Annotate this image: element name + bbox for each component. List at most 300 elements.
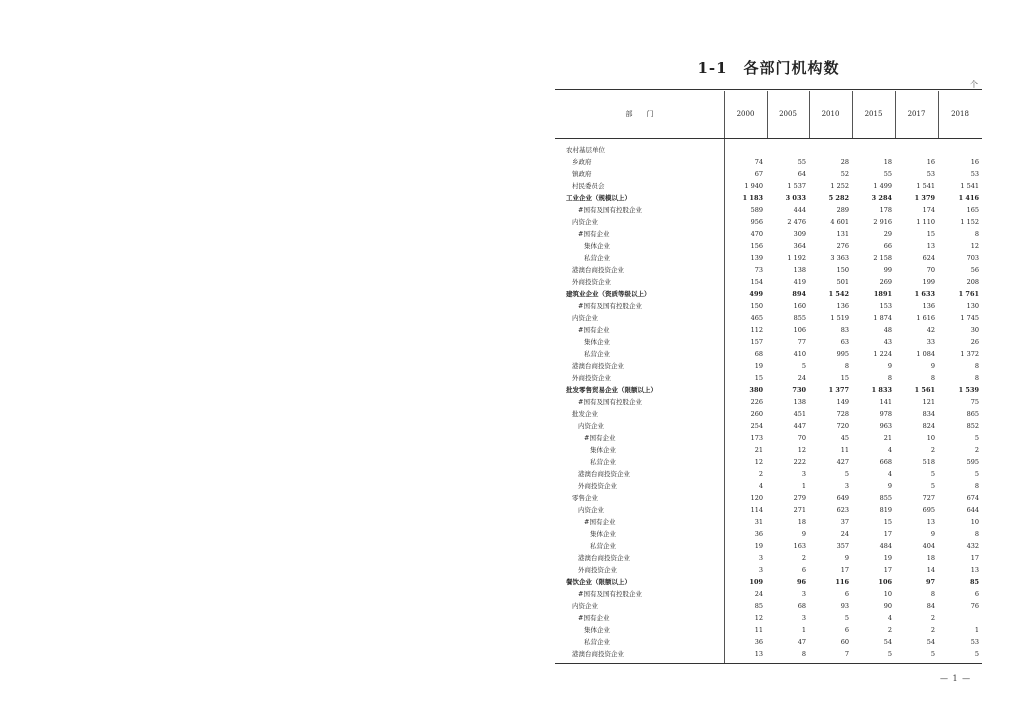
row-label: 港澳台商投资企业 bbox=[572, 266, 624, 274]
row-value: 2 158 bbox=[873, 254, 892, 262]
row-value: 74 bbox=[754, 158, 763, 166]
row-value: 154 bbox=[750, 278, 763, 286]
row-value: 10 bbox=[926, 434, 935, 442]
row-value: 85 bbox=[969, 578, 979, 586]
row-value: 11 bbox=[754, 626, 763, 634]
row-value: 9 bbox=[887, 482, 892, 490]
row-value: 1 152 bbox=[960, 218, 979, 226]
row-value: 1 940 bbox=[744, 182, 763, 190]
row-label: 镇政府 bbox=[572, 170, 592, 178]
header-year: 2015 bbox=[864, 110, 883, 118]
row-value: 9 bbox=[930, 530, 935, 538]
row-label: 私营企业 bbox=[584, 638, 610, 646]
row-value: 26 bbox=[970, 338, 979, 346]
row-label: 港澳台商投资企业 bbox=[572, 362, 624, 370]
row-value: 2 476 bbox=[787, 218, 806, 226]
table-row bbox=[555, 168, 982, 180]
row-value: 309 bbox=[793, 230, 806, 238]
row-value: 1 874 bbox=[873, 314, 892, 322]
table-title: 1-1 各部门机构数 bbox=[697, 59, 840, 77]
row-label: 批发零售贸易企业（限额以上） bbox=[566, 386, 657, 394]
row-value: 10 bbox=[883, 590, 892, 598]
row-value: 269 bbox=[879, 278, 892, 286]
row-value: 68 bbox=[754, 350, 763, 358]
row-value: 76 bbox=[970, 602, 979, 610]
row-value: 112 bbox=[750, 326, 763, 334]
row-value: 1 183 bbox=[742, 194, 763, 202]
row-value: 623 bbox=[836, 506, 849, 514]
row-value: 13 bbox=[926, 242, 935, 250]
row-label: 私营企业 bbox=[584, 254, 610, 262]
row-value: 1 192 bbox=[787, 254, 806, 262]
row-value: 84 bbox=[926, 602, 935, 610]
row-value: 141 bbox=[879, 398, 892, 406]
table-row bbox=[555, 156, 982, 168]
row-value: 66 bbox=[883, 242, 892, 250]
row-value: 254 bbox=[750, 422, 763, 430]
row-value: 8 bbox=[844, 362, 849, 370]
table-row bbox=[555, 216, 982, 228]
row-label: 港澳台商投资企业 bbox=[578, 470, 630, 478]
row-value: 173 bbox=[750, 434, 763, 442]
row-value: 17 bbox=[970, 554, 979, 562]
row-value: 226 bbox=[750, 398, 763, 406]
row-value: 855 bbox=[879, 494, 892, 502]
row-label: 港澳台商投资企业 bbox=[572, 650, 624, 658]
table-row bbox=[555, 228, 982, 240]
row-value: 70 bbox=[797, 434, 806, 442]
row-value: 2 bbox=[930, 626, 935, 634]
row-value: 5 bbox=[844, 470, 849, 478]
row-value: 1 416 bbox=[958, 194, 979, 202]
row-value: 260 bbox=[750, 410, 763, 418]
row-value: 852 bbox=[966, 422, 979, 430]
row-label: 集体企业 bbox=[584, 338, 610, 346]
row-value: 1 bbox=[801, 626, 806, 634]
row-value: 364 bbox=[793, 242, 806, 250]
row-value: 178 bbox=[879, 206, 892, 214]
row-value: 8 bbox=[930, 374, 935, 382]
bottom-rule bbox=[555, 663, 982, 664]
row-label: 外商投资企业 bbox=[578, 482, 617, 490]
row-value: 90 bbox=[883, 602, 892, 610]
table-row bbox=[555, 324, 982, 336]
row-value: 97 bbox=[925, 578, 935, 586]
row-value: 447 bbox=[793, 422, 806, 430]
row-value: 1 377 bbox=[828, 386, 849, 394]
row-value: 18 bbox=[797, 518, 806, 526]
row-value: 19 bbox=[754, 362, 763, 370]
table-row bbox=[555, 528, 982, 540]
row-value: 93 bbox=[840, 602, 849, 610]
table-row bbox=[555, 144, 982, 156]
row-value: 121 bbox=[922, 398, 935, 406]
row-value: 727 bbox=[922, 494, 935, 502]
table-row bbox=[555, 180, 982, 192]
row-value: 518 bbox=[922, 458, 935, 466]
row-label: 内资企业 bbox=[572, 218, 598, 226]
row-value: 1 616 bbox=[916, 314, 935, 322]
row-value: 63 bbox=[840, 338, 849, 346]
row-value: 37 bbox=[840, 518, 849, 526]
table-row bbox=[555, 468, 982, 480]
table-body bbox=[555, 139, 982, 663]
header-year: 2010 bbox=[821, 110, 840, 118]
row-value: 956 bbox=[750, 218, 763, 226]
row-value: 68 bbox=[797, 602, 806, 610]
row-value: 9 bbox=[844, 554, 849, 562]
row-value: 1 542 bbox=[828, 290, 849, 298]
row-value: 6 bbox=[844, 590, 849, 598]
row-value: 8 bbox=[974, 230, 979, 238]
unit-label: 个 bbox=[970, 80, 978, 89]
row-value: 2 bbox=[801, 554, 806, 562]
table-row bbox=[555, 624, 982, 636]
row-label: 私营企业 bbox=[584, 350, 610, 358]
row-value: 4 601 bbox=[830, 218, 849, 226]
row-value: 96 bbox=[796, 578, 806, 586]
row-value: 106 bbox=[878, 578, 892, 586]
table-row bbox=[555, 648, 982, 660]
row-value: 116 bbox=[835, 578, 849, 586]
row-value: 120 bbox=[750, 494, 763, 502]
table-row bbox=[555, 456, 982, 468]
row-value: 13 bbox=[754, 650, 763, 658]
row-value: 7 bbox=[844, 650, 849, 658]
row-value: 12 bbox=[754, 614, 763, 622]
row-label: 零售企业 bbox=[572, 494, 598, 502]
row-label: 外商投资企业 bbox=[578, 566, 617, 574]
row-value: 30 bbox=[970, 326, 979, 334]
row-value: 16 bbox=[970, 158, 979, 166]
row-value: 53 bbox=[970, 638, 979, 646]
row-value: 2 bbox=[974, 446, 979, 454]
row-value: 47 bbox=[797, 638, 806, 646]
row-value: 130 bbox=[966, 302, 979, 310]
row-value: 17 bbox=[883, 566, 892, 574]
row-value: 6 bbox=[844, 626, 849, 634]
row-value: 2 916 bbox=[873, 218, 892, 226]
row-label: 港澳台商投资企业 bbox=[578, 554, 630, 562]
row-value: 730 bbox=[792, 386, 806, 394]
row-value: 674 bbox=[966, 494, 979, 502]
row-label: 工业企业（规模以上） bbox=[566, 194, 631, 202]
row-value: 56 bbox=[970, 266, 979, 274]
row-value: 83 bbox=[840, 326, 849, 334]
table-row bbox=[555, 348, 982, 360]
row-value: 19 bbox=[754, 542, 763, 550]
row-value: 31 bbox=[754, 518, 763, 526]
row-label: 乡政府 bbox=[572, 158, 592, 166]
row-value: 380 bbox=[749, 386, 763, 394]
row-value: 9 bbox=[801, 530, 806, 538]
table-row bbox=[555, 312, 982, 324]
row-value: 499 bbox=[749, 290, 763, 298]
row-value: 15 bbox=[926, 230, 935, 238]
row-value: 24 bbox=[840, 530, 849, 538]
header-year: 2000 bbox=[736, 110, 755, 118]
row-value: 419 bbox=[793, 278, 806, 286]
row-value: 33 bbox=[926, 338, 935, 346]
row-value: 819 bbox=[879, 506, 892, 514]
row-value: 208 bbox=[966, 278, 979, 286]
row-value: 703 bbox=[966, 254, 979, 262]
row-value: 54 bbox=[926, 638, 935, 646]
row-label: #国有企业 bbox=[578, 326, 610, 334]
row-value: 271 bbox=[793, 506, 806, 514]
table-row bbox=[555, 252, 982, 264]
page-number: — 1 — bbox=[940, 674, 972, 683]
row-value: 85 bbox=[754, 602, 763, 610]
row-value: 157 bbox=[750, 338, 763, 346]
row-value: 150 bbox=[750, 302, 763, 310]
table-row bbox=[555, 240, 982, 252]
row-value: 55 bbox=[883, 170, 892, 178]
table-row bbox=[555, 540, 982, 552]
table-row bbox=[555, 600, 982, 612]
row-value: 28 bbox=[840, 158, 849, 166]
row-value: 695 bbox=[922, 506, 935, 514]
row-label: 私营企业 bbox=[590, 458, 616, 466]
row-value: 470 bbox=[750, 230, 763, 238]
row-value: 139 bbox=[750, 254, 763, 262]
row-value: 9 bbox=[930, 362, 935, 370]
row-value: 1 bbox=[801, 482, 806, 490]
row-value: 1891 bbox=[873, 290, 892, 298]
row-value: 6 bbox=[801, 566, 806, 574]
table-row bbox=[555, 432, 982, 444]
row-value: 1 499 bbox=[873, 182, 892, 190]
row-value: 357 bbox=[836, 542, 849, 550]
row-value: 8 bbox=[974, 362, 979, 370]
row-value: 5 bbox=[974, 434, 979, 442]
row-value: 427 bbox=[836, 458, 849, 466]
row-value: 1 541 bbox=[916, 182, 935, 190]
row-value: 99 bbox=[883, 266, 892, 274]
row-value: 1 084 bbox=[916, 350, 935, 358]
row-value: 136 bbox=[836, 302, 849, 310]
row-value: 10 bbox=[970, 518, 979, 526]
row-value: 1 379 bbox=[914, 194, 935, 202]
row-value: 165 bbox=[966, 206, 979, 214]
table-row bbox=[555, 492, 982, 504]
row-value: 4 bbox=[887, 614, 892, 622]
row-value: 73 bbox=[754, 266, 763, 274]
row-value: 5 bbox=[930, 650, 935, 658]
row-label: 内资企业 bbox=[572, 602, 598, 610]
row-value: 13 bbox=[926, 518, 935, 526]
row-label: #国有及国有控股企业 bbox=[578, 206, 642, 214]
row-value: 3 bbox=[758, 554, 763, 562]
row-value: 1 761 bbox=[958, 290, 979, 298]
row-label: 内资企业 bbox=[578, 506, 604, 514]
row-value: 17 bbox=[883, 530, 892, 538]
row-value: 18 bbox=[926, 554, 935, 562]
row-value: 1 110 bbox=[916, 218, 935, 226]
row-value: 3 bbox=[844, 482, 849, 490]
row-value: 5 bbox=[930, 470, 935, 478]
row-value: 595 bbox=[966, 458, 979, 466]
row-label: 集体企业 bbox=[584, 626, 610, 634]
row-value: 5 bbox=[974, 650, 979, 658]
row-value: 649 bbox=[836, 494, 849, 502]
row-value: 1 833 bbox=[871, 386, 892, 394]
row-value: 3 bbox=[801, 470, 806, 478]
table-row bbox=[555, 300, 982, 312]
row-value: 484 bbox=[879, 542, 892, 550]
row-value: 624 bbox=[922, 254, 935, 262]
row-value: 222 bbox=[793, 458, 806, 466]
row-value: 36 bbox=[754, 638, 763, 646]
row-value: 465 bbox=[750, 314, 763, 322]
row-value: 4 bbox=[887, 470, 892, 478]
row-value: 21 bbox=[754, 446, 763, 454]
row-value: 2 bbox=[930, 446, 935, 454]
row-value: 163 bbox=[793, 542, 806, 550]
row-value: 1 561 bbox=[914, 386, 935, 394]
row-value: 404 bbox=[922, 542, 935, 550]
row-label: #国有及国有控股企业 bbox=[578, 302, 642, 310]
row-value: 45 bbox=[840, 434, 849, 442]
row-value: 8 bbox=[974, 374, 979, 382]
row-value: 13 bbox=[970, 566, 979, 574]
row-label: 私营企业 bbox=[590, 542, 616, 550]
table-row bbox=[555, 360, 982, 372]
row-label: 外商投资企业 bbox=[572, 278, 611, 286]
row-value: 644 bbox=[966, 506, 979, 514]
row-value: 1 372 bbox=[960, 350, 979, 358]
row-value: 4 bbox=[758, 482, 763, 490]
row-value: 6 bbox=[974, 590, 979, 598]
row-value: 1 633 bbox=[914, 290, 935, 298]
row-value: 4 bbox=[887, 446, 892, 454]
row-label: 外商投资企业 bbox=[572, 374, 611, 382]
row-value: 138 bbox=[793, 398, 806, 406]
table-row bbox=[555, 408, 982, 420]
row-value: 668 bbox=[879, 458, 892, 466]
row-label: #国有企业 bbox=[578, 614, 610, 622]
table-row bbox=[555, 480, 982, 492]
row-value: 153 bbox=[879, 302, 892, 310]
row-value: 42 bbox=[926, 326, 935, 334]
row-value: 978 bbox=[879, 410, 892, 418]
row-value: 48 bbox=[883, 326, 892, 334]
row-value: 3 363 bbox=[830, 254, 849, 262]
row-value: 1 541 bbox=[960, 182, 979, 190]
row-value: 12 bbox=[970, 242, 979, 250]
row-value: 160 bbox=[793, 302, 806, 310]
row-value: 589 bbox=[750, 206, 763, 214]
row-value: 3 bbox=[801, 614, 806, 622]
row-value: 149 bbox=[836, 398, 849, 406]
row-value: 106 bbox=[793, 326, 806, 334]
table-row bbox=[555, 612, 982, 624]
row-value: 501 bbox=[836, 278, 849, 286]
row-label: 内资企业 bbox=[572, 314, 598, 322]
table-row bbox=[555, 384, 982, 396]
row-value: 77 bbox=[797, 338, 806, 346]
row-value: 5 bbox=[844, 614, 849, 622]
row-value: 12 bbox=[797, 446, 806, 454]
row-value: 5 bbox=[801, 362, 806, 370]
row-value: 2 bbox=[930, 614, 935, 622]
row-value: 43 bbox=[883, 338, 892, 346]
row-value: 995 bbox=[836, 350, 849, 358]
header-year: 2018 bbox=[951, 110, 969, 118]
row-label: 餐饮企业（限额以上） bbox=[566, 578, 631, 586]
row-value: 17 bbox=[840, 566, 849, 574]
table-row bbox=[555, 288, 982, 300]
row-value: 9 bbox=[887, 362, 892, 370]
row-value: 138 bbox=[793, 266, 806, 274]
top-rule bbox=[555, 89, 982, 90]
row-value: 75 bbox=[970, 398, 979, 406]
row-value: 5 282 bbox=[828, 194, 849, 202]
row-value: 24 bbox=[797, 374, 806, 382]
table-row bbox=[555, 396, 982, 408]
row-value: 21 bbox=[883, 434, 892, 442]
row-value: 8 bbox=[974, 530, 979, 538]
row-value: 18 bbox=[883, 158, 892, 166]
table-row bbox=[555, 636, 982, 648]
table-row bbox=[555, 504, 982, 516]
row-value: 8 bbox=[974, 482, 979, 490]
row-value: 15 bbox=[883, 518, 892, 526]
row-label: 集体企业 bbox=[590, 530, 616, 538]
row-value: 865 bbox=[966, 410, 979, 418]
row-value: 174 bbox=[922, 206, 935, 214]
table-row bbox=[555, 204, 982, 216]
row-value: 53 bbox=[926, 170, 935, 178]
row-label: #国有企业 bbox=[584, 434, 616, 442]
row-value: 5 bbox=[930, 482, 935, 490]
row-value: 199 bbox=[922, 278, 935, 286]
table-header bbox=[555, 91, 982, 139]
row-value: 1 519 bbox=[830, 314, 849, 322]
row-label: 批发企业 bbox=[572, 410, 598, 418]
row-value: 14 bbox=[926, 566, 935, 574]
table-row bbox=[555, 264, 982, 276]
row-value: 5 bbox=[974, 470, 979, 478]
table-row bbox=[555, 336, 982, 348]
row-label: 建筑业企业（资质等级以上） bbox=[566, 290, 651, 298]
row-value: 15 bbox=[754, 374, 763, 382]
table-row bbox=[555, 372, 982, 384]
row-value: 1 252 bbox=[830, 182, 849, 190]
row-value: 52 bbox=[840, 170, 849, 178]
table-row bbox=[555, 552, 982, 564]
row-value: 1 539 bbox=[958, 386, 979, 394]
table-row bbox=[555, 276, 982, 288]
row-value: 279 bbox=[793, 494, 806, 502]
table-row bbox=[555, 444, 982, 456]
row-label: 集体企业 bbox=[590, 446, 616, 454]
row-value: 36 bbox=[754, 530, 763, 538]
row-value: 60 bbox=[840, 638, 849, 646]
row-value: 728 bbox=[836, 410, 849, 418]
row-value: 8 bbox=[930, 590, 935, 598]
row-value: 19 bbox=[883, 554, 892, 562]
row-value: 3 bbox=[801, 590, 806, 598]
row-value: 16 bbox=[926, 158, 935, 166]
row-value: 114 bbox=[750, 506, 763, 514]
table-row bbox=[555, 576, 982, 588]
table-row bbox=[555, 588, 982, 600]
row-label: #国有企业 bbox=[584, 518, 616, 526]
row-value: 3 033 bbox=[785, 194, 806, 202]
row-value: 444 bbox=[793, 206, 806, 214]
row-value: 156 bbox=[750, 242, 763, 250]
